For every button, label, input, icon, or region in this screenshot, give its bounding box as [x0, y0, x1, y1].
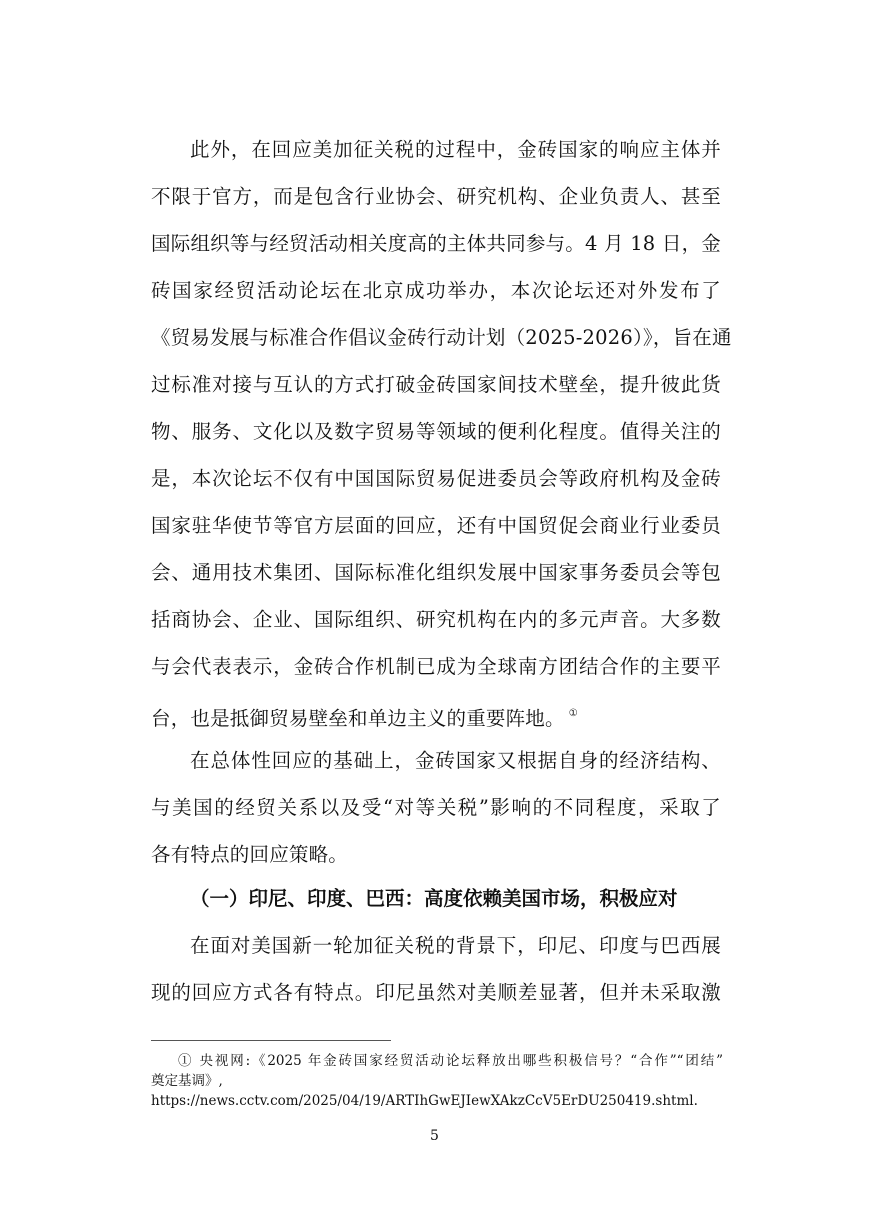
paragraph-1-last-line	[151, 696, 721, 732]
paragraph-3-line: 现的回应方式各有特点。印尼虽然对美顺差显著，但并未采取激	[151, 981, 721, 1004]
paragraph-3-line: 在面对美国新一轮加征关税的背景下，印尼、印度与巴西展	[190, 934, 721, 957]
paragraph-1-line: 与会代表表示，金砖合作机制已成为全球南方团结合作的主要平	[151, 655, 721, 678]
paragraph-1-line: 此外，在回应美加征关税的过程中，金砖国家的响应主体并	[190, 138, 721, 161]
paragraph-1-line: 国家驻华使节等官方层面的回应，还有中国贸促会商业行业委员	[151, 514, 721, 537]
footnote-separator	[151, 1040, 391, 1041]
footnote-url[interactable]: https://news.cctv.com/2025/04/19/ARTIhGwEJIewXAkzCcV5ErDU250419.shtml.	[151, 1093, 698, 1109]
paragraph-2-line: 各有特点的回应策略。	[151, 843, 349, 866]
paragraph-1-line-text: 台，也是抵御贸易壁垒和单边主义的重要阵地。	[151, 707, 565, 730]
footnote-line: 奠定基调》,	[151, 1073, 223, 1089]
paragraph-2-line: 在总体性回应的基础上，金砖国家又根据自身的经济结构、	[190, 749, 721, 772]
page-number: 5	[430, 1128, 439, 1144]
paragraph-1-line: 《贸易发展与标准合作倡议金砖行动计划（2025-2026）》，旨在通	[151, 326, 732, 349]
paragraph-2-line: 与美国的经贸关系以及受“对等关税”影响的不同程度，采取了	[151, 796, 721, 819]
footnote-reference-marker[interactable]: ①	[568, 708, 578, 719]
paragraph-1-line: 不限于官方，而是包含行业协会、研究机构、企业负责人、甚至	[151, 185, 721, 208]
paragraph-1-line: 砖国家经贸活动论坛在北京成功举办，本次论坛还对外发布了	[151, 279, 721, 302]
paragraph-1-line: 会、通用技术集团、国际标准化组织发展中国家事务委员会等包	[151, 561, 721, 584]
paragraph-1-line: 国际组织等与经贸活动相关度高的主体共同参与。4 月 18 日，金	[151, 232, 721, 255]
paragraph-1-line: 过标准对接与互认的方式打破金砖国家间技术壁垒，提升彼此货	[151, 373, 721, 396]
paragraph-1-line: 是，本次论坛不仅有中国国际贸易促进委员会等政府机构及金砖	[151, 467, 721, 490]
paragraph-1-line: 物、服务、文化以及数字贸易等领域的便利化程度。值得关注的	[151, 420, 721, 443]
paragraph-1-line: 括商协会、企业、国际组织、研究机构在内的多元声音。大多数	[151, 608, 721, 631]
footnote-line: ① 央视网:《2025 年金砖国家经贸活动论坛释放出哪些积极信号？“合作”“团结”	[178, 1053, 723, 1069]
section-heading: （一）印尼、印度、巴西：高度依赖美国市场，积极应对	[190, 887, 678, 910]
